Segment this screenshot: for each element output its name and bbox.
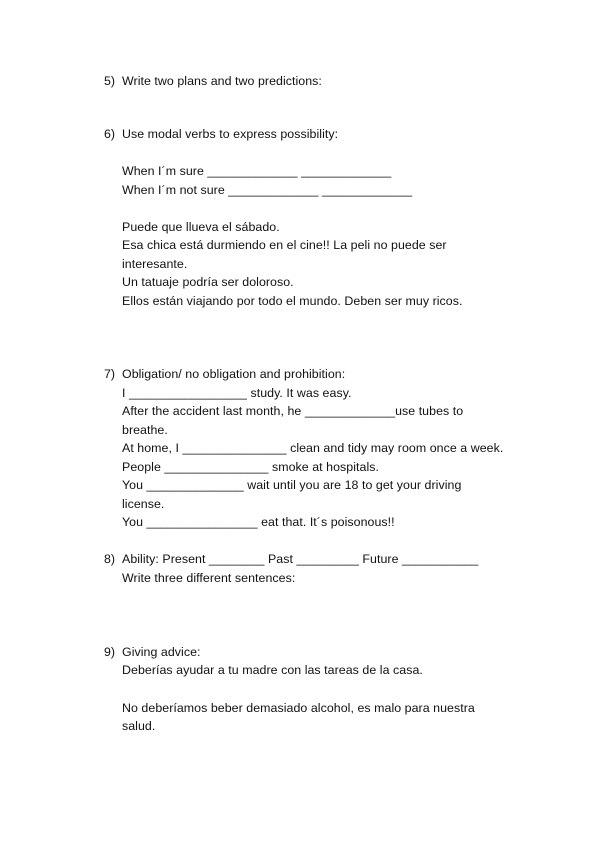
section-9-line: Deberías ayudar a tu madre con las tareas de la casa. xyxy=(122,663,423,677)
section-7-line: After the accident last month, he _____________use tubes to xyxy=(122,404,464,418)
section-7-line: At home, I _______________ clean and tidy may room once a week. xyxy=(122,441,504,455)
section-7-line: People _______________ smoke at hospitals. xyxy=(122,460,379,474)
section-5-title: Write two plans and two predictions: xyxy=(122,74,322,88)
section-7-line: You ______________ wait until you are 18 to get your driving xyxy=(122,478,462,492)
section-6-line: interesante. xyxy=(122,257,188,271)
section-6-line: Esa chica está durmiendo en el cine!! La peli no puede ser xyxy=(122,238,447,252)
section-7-line: You ________________ eat that. It´s poisonous!! xyxy=(122,515,395,529)
section-7-line: I _________________ study. It was easy. xyxy=(122,386,352,400)
section-9-line: salud. xyxy=(122,719,156,733)
section-6-line: Ellos están viajando por todo el mundo. Deben ser muy ricos. xyxy=(122,294,463,308)
section-number-5: 5) xyxy=(104,74,116,88)
section-number-6: 6) xyxy=(104,127,116,141)
section-number-8: 8) xyxy=(104,552,116,566)
section-8-line: Write three different sentences: xyxy=(122,571,296,585)
section-6-line: Puede que llueva el sábado. xyxy=(122,220,280,234)
section-6-title: Use modal verbs to express possibility: xyxy=(122,127,339,141)
section-6-line: When I´m not sure _____________ _____________ xyxy=(122,183,413,197)
section-8-title: Ability: Present ________ Past _________ Future ___________ xyxy=(122,552,479,566)
section-7-line: license. xyxy=(122,497,165,511)
section-6-line: Un tatuaje podría ser doloroso. xyxy=(122,275,294,289)
section-number-9: 9) xyxy=(104,645,116,659)
section-9-title: Giving advice: xyxy=(122,645,201,659)
section-7-line: breathe. xyxy=(122,423,168,437)
section-7-title: Obligation/ no obligation and prohibition: xyxy=(122,367,346,381)
section-9-line: No deberíamos beber demasiado alcohol, es malo para nuestra xyxy=(122,701,475,715)
section-6-line: When I´m sure _____________ _____________ xyxy=(122,164,392,178)
section-number-7: 7) xyxy=(104,367,116,381)
